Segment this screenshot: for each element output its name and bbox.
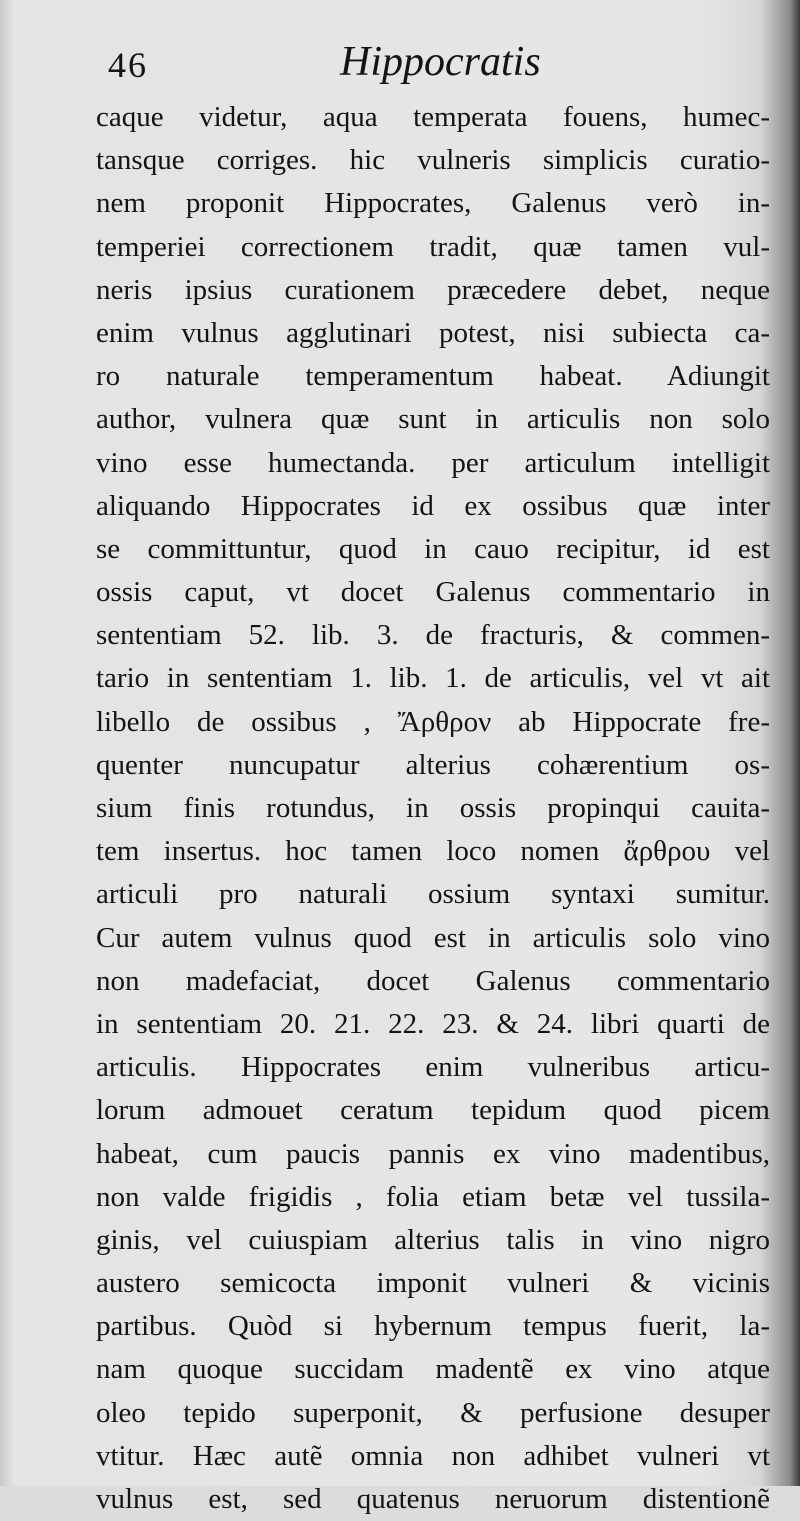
page-number: 46 [108,45,148,85]
text-line: caque videtur, aqua temperata fouens, humec- [96,101,770,133]
text-line: articuli pro naturali ossium syntaxi sumitur. [96,878,770,911]
text-line: non valde frigidis , folia etiam betæ vel tussila- [96,1180,770,1213]
text-line: lorum admouet ceratum tepidum quod picem [96,1094,770,1127]
text-line: tario in sententiam 1. lib. 1. de articulis, vel vt ait [96,662,770,695]
text-line: articulis. Hippocrates enim vulneribus articu- [96,1051,770,1084]
text-line: nem proponit Hippocrates, Galenus verò in- [96,187,770,220]
text-line: tansque corriges. hic vulneris simplicis curatio- [96,144,770,177]
text-line: austero semicocta imponit vulneri & vicinis [96,1267,770,1300]
text-line: ginis, vel cuiuspiam alterius talis in vino nigro [96,1223,770,1256]
text-line: non madefaciat, docet Galenus commentario [96,964,770,997]
text-line: vtitur. Hæc autẽ omnia non adhibet vulneri vt [96,1439,770,1472]
page-header [108,34,758,94]
text-line: partibus. Quòd si hybernum tempus fuerit, la- [96,1310,770,1343]
text-line: habeat, cum paucis pannis ex vino madentibus, [96,1137,770,1170]
text-line: libello de ossibus , Ἄρθρον ab Hippocrate fre- [96,705,770,738]
text-line: author, vulnera quæ sunt in articulis non solo [96,403,770,436]
text-line: se committuntur, quod in cauo recipitur, id est [96,532,770,565]
text-line: sententiam 52. lib. 3. de fracturis, & commen- [96,619,770,652]
text-line: Cur autem vulnus quod est in articulis solo vino [96,921,770,954]
text-line: oleo tepido superponit, & perfusione desuper [96,1396,770,1429]
text-line: ro naturale temperamentum habeat. Adiungit [96,360,770,393]
text-line: tem insertus. hoc tamen loco nomen ἄρθρου vel [96,835,770,868]
text-line: nam quoque succidam madentẽ ex vino atque [96,1353,770,1386]
text-line: sium finis rotundus, in ossis propinqui cauita- [96,792,770,824]
body-text [96,96,770,1521]
text-line: in sententiam 20. 21. 22. 23. & 24. libri quarti de [96,1007,770,1040]
text-line: aliquando Hippocrates id ex ossibus quæ inter [96,489,770,522]
text-line: quenter nuncupatur alterius cohærentium os- [96,748,770,781]
text-line: vino esse humectanda. per articulum intelligit [96,446,770,479]
text-line: vulnus est, sed quatenus neruorum distentionẽ [96,1483,770,1515]
text-line: enim vulnus agglutinari potest, nisi subiecta ca- [96,316,770,349]
text-line: ossis caput, vt docet Galenus commentario in [96,576,770,609]
running-head: Hippocratis [340,39,541,85]
text-line: temperiei correctionem tradit, quæ tamen vul- [96,230,770,263]
text-line: neris ipsius curationem præcedere debet, neque [96,273,770,306]
